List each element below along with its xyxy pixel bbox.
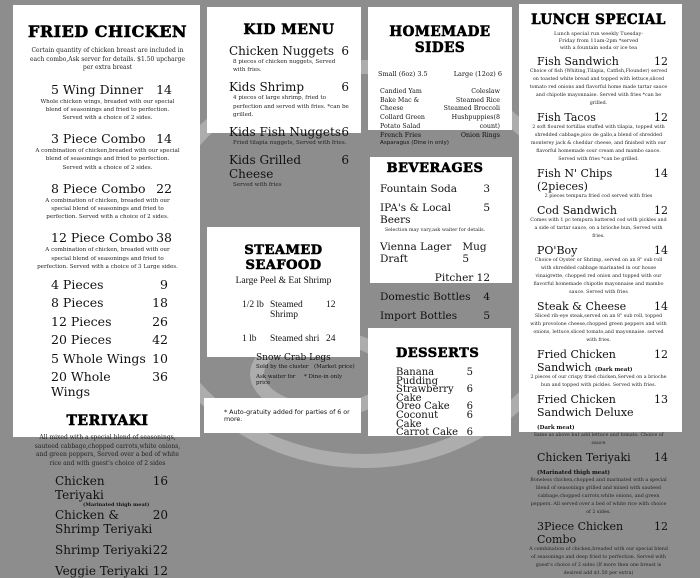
- item-row: [529, 300, 668, 313]
- snow-crab-name: Snow Crab Legs: [256, 353, 331, 363]
- homemade-sides-title: HOMEMADE SIDES: [389, 24, 491, 56]
- item-row: [529, 393, 668, 432]
- item-name-wrap: [51, 351, 146, 366]
- item-note: (Marinated thigh meat): [83, 502, 150, 509]
- item-name: 5 Whole Wings: [51, 350, 146, 366]
- item-description: Choice of Oyster or Shrimp, served on an 8" sub roll with shredded cabbage marinated in our house vinaigrette, chopped red onion and topped with our flavorful homemade chipotle mayonnaise and mambo sauce. Served with fries: [533, 258, 664, 295]
- item-name: 8 Pieces: [51, 295, 104, 311]
- item-name-wrap: [51, 332, 112, 347]
- item-row: [380, 310, 490, 322]
- item-name-wrap: [229, 153, 341, 181]
- teriyaki-intro: All mixed with a special blend of seasonings, sauteed cabbage,chopped carrots,white onions, and green peppers, Served over a bed of white rice and with guest's choice of 2 sides: [34, 434, 181, 467]
- item-name-wrap: [51, 230, 154, 245]
- item-name: Import Bottles: [380, 310, 458, 322]
- item-name-wrap: [51, 277, 104, 292]
- teriyaki-title: TERIYAKI: [66, 413, 149, 430]
- item-price: 5: [483, 202, 490, 214]
- snow-crab-dine-in: * Dine-in only: [304, 374, 343, 380]
- item-price: 36: [152, 369, 168, 385]
- item-name-wrap: [51, 369, 152, 399]
- item-description: A combination of chicken,breaded with our special blend of seasonings and deep fried to perfection. Served with guest's choice of 2 sides (If more then one breast is desired add $1.50 per extra): [529, 547, 668, 576]
- item-name-wrap: [537, 167, 654, 193]
- beverages-title: BEVERAGES: [386, 161, 484, 176]
- item-row: [529, 451, 668, 477]
- item-price: 5: [483, 310, 490, 322]
- item-row: [380, 272, 490, 284]
- item-price: 6: [341, 44, 349, 58]
- lunch-special-items: [529, 55, 668, 578]
- item-row: [529, 111, 668, 124]
- seafood-item: [207, 300, 360, 320]
- fried-chicken-pieces-item: [25, 295, 190, 310]
- item-name-wrap: [51, 314, 112, 329]
- item-name: Fish N' Chips (2pieces): [537, 167, 613, 193]
- kid-menu-items: [229, 44, 349, 189]
- item-price: 12: [654, 204, 668, 217]
- item-name: Fountain Soda: [380, 183, 457, 195]
- item-row: [25, 474, 190, 502]
- teriyaki-item: [25, 543, 190, 557]
- item-name: Domestic Bottles: [380, 291, 471, 303]
- item-row: [25, 131, 190, 146]
- item-price: 13: [654, 393, 668, 406]
- item-name-wrap: [380, 241, 462, 265]
- item-name-wrap: [537, 244, 577, 257]
- item-row: [529, 520, 668, 546]
- side-item: Coleslaw: [471, 88, 500, 95]
- kid-menu-item: [229, 125, 349, 147]
- item-name-wrap: [229, 125, 341, 139]
- beverages-items: [380, 183, 490, 322]
- item-description: Whole chicken wings, breaded with our special blend of seasonings and fried to perfection. Served with a choice of 2 sides.: [40, 98, 175, 121]
- lunch-special-item: [529, 111, 668, 164]
- item-row: [25, 295, 190, 310]
- fried-chicken-pieces: [25, 277, 190, 400]
- item-name-wrap: [537, 348, 654, 374]
- item-name: 12 Piece Combo: [51, 230, 154, 246]
- beverage-item: [380, 202, 490, 234]
- kid-menu-item: [229, 80, 349, 119]
- item-price: 14: [654, 244, 668, 257]
- item-name-wrap: [537, 111, 596, 124]
- fried-chicken-item: [25, 82, 190, 123]
- seafood-item: [207, 334, 360, 344]
- item-price: 4: [483, 291, 490, 303]
- fried-chicken-items: [25, 82, 190, 271]
- fried-chicken-pieces-item: [25, 332, 190, 347]
- item-name-wrap: [537, 204, 617, 217]
- side-item: Collard Green: [380, 114, 425, 122]
- item-price: 22: [156, 180, 172, 196]
- item-name: IPA's & Local Beers: [380, 202, 451, 226]
- item-name-wrap: [380, 183, 457, 195]
- lunch-special-item: [529, 55, 668, 108]
- item-price: 6: [341, 125, 349, 140]
- item-price: 12: [654, 55, 668, 68]
- side-item: Candied Yam: [380, 88, 422, 95]
- side-item: Steamed Broccoli: [443, 105, 500, 113]
- item-description: Fried tilapia nuggets, Served with fries.: [233, 140, 347, 147]
- item-description: Boneless chicken,chopped and marinated with a special blend of seasonings grilled and mixed with sauteed cabbage,chopped carrots,white onions, and green peppers. All served over a bed of white rice with choice of 2 sides.: [530, 478, 667, 515]
- teriyaki-item: [25, 564, 190, 578]
- item-name: 5 Wing Dinner: [51, 81, 144, 97]
- item-name: 12 Pieces: [51, 313, 112, 329]
- teriyaki-items: [25, 474, 190, 578]
- item-row: [25, 543, 190, 557]
- item-price: 10: [152, 350, 168, 366]
- item-price: 9: [160, 276, 168, 292]
- item-description: Served with fries: [233, 182, 282, 189]
- item-row: [380, 241, 490, 265]
- beverage-item: [380, 291, 490, 303]
- sides-asparagus: Asparagus (Dine in only): [380, 140, 449, 147]
- item-row: [229, 44, 349, 58]
- item-price: 6: [341, 80, 349, 95]
- item-name: 20 Pieces: [51, 332, 112, 348]
- side-item: Onion Rings: [460, 131, 500, 139]
- item-name: Chicken & Shrimp Teriyaki: [55, 508, 153, 537]
- item-price: 14: [654, 451, 668, 464]
- item-row: [229, 80, 349, 94]
- item-row: [229, 153, 349, 181]
- item-name-wrap: [51, 82, 143, 97]
- item-description: 4 pieces of large shrimp, fried to perfection and served with fries. *can be grilled.: [233, 95, 349, 118]
- lunch-special-item: [529, 451, 668, 517]
- kid-menu-item: [229, 153, 349, 189]
- item-name-wrap: [537, 520, 654, 546]
- item-description: A combination of chicken, breaded with our special blend of seasonings and fried to perfection. Served with a choice of 2 sides.: [45, 197, 170, 221]
- item-price: 6: [466, 401, 473, 413]
- fried-chicken-pieces-item: [25, 351, 190, 366]
- fried-chicken-pieces-item: [25, 314, 190, 329]
- item-row: [529, 204, 668, 217]
- item-price: 14: [654, 300, 668, 313]
- item-name: Chicken Teriyaki: [537, 451, 631, 464]
- item-name: Steamed Shrimp: [270, 300, 303, 320]
- item-name-wrap: [537, 55, 619, 68]
- item-price: 6: [341, 153, 349, 168]
- item-name: Chicken Teriyaki: [55, 474, 105, 503]
- lunch-special-item: [529, 204, 668, 241]
- item-description: A combination of chicken,breaded with our special blend of seasonings and fried to perfection. Served with a choice of 2 sides.: [35, 148, 180, 171]
- beverage-item: [380, 183, 490, 195]
- item-name: 8 Piece Combo: [51, 180, 146, 196]
- lunch-special-item: [529, 167, 668, 201]
- item-name: Vienna Lager Draft: [380, 241, 452, 265]
- item-price: 12: [326, 300, 336, 310]
- lunch-special-item: [529, 300, 668, 345]
- steamed-seafood-panel: [207, 227, 360, 386]
- item-row: [25, 230, 190, 245]
- item-name: Fried Chicken Sandwich Deluxe: [537, 393, 634, 419]
- auto-gratuity-note: * Auto-gratuity added for parties of 6 or more.: [224, 408, 350, 423]
- teriyaki-item: [25, 474, 190, 508]
- item-description: 2 pieces of our crispy fried chicken,Served on a brioche bun and topped with pickles. Served with fries.: [530, 375, 667, 388]
- item-row: [229, 125, 349, 139]
- kid-menu-title: KID MENU: [243, 22, 335, 38]
- item-name: Kids Fish Nuggets: [229, 125, 341, 140]
- item-name: Carrot Cake: [396, 427, 458, 439]
- beverage-item: [380, 272, 490, 284]
- item-row: [529, 244, 668, 257]
- item-note: (Marinated thigh meat): [537, 470, 611, 476]
- item-name: Fried Chicken Sandwich: [537, 348, 616, 374]
- item-name: 20 Whole Wings: [51, 369, 111, 400]
- item-description: Sliced rib-eye steak,served on an 8" sub roll, topped with provolone cheese,chopped green peppers and with onions, lettuce,sliced tomato,and mayonnaise. served with fries.: [530, 314, 667, 343]
- steamed-seafood-subtitle: Large Peel & Eat Shrimp: [235, 276, 332, 286]
- item-name: Banana Pudding: [396, 367, 439, 387]
- item-price: 22: [152, 543, 168, 558]
- item-price: 6: [466, 409, 473, 421]
- item-price: 16: [152, 474, 168, 489]
- item-name: Chicken Nuggets: [229, 44, 335, 58]
- item-row: [529, 167, 668, 193]
- side-item: Steamed Rice: [455, 96, 500, 104]
- item-name-wrap: [51, 295, 104, 310]
- item-price: Pitcher 12: [434, 272, 490, 284]
- fried-chicken-title: FRIED CHICKEN: [27, 22, 188, 41]
- item-row: [380, 202, 490, 226]
- item-price: 20: [152, 508, 168, 523]
- item-row: [25, 82, 190, 97]
- sides-right-list: [437, 88, 500, 140]
- side-item: French Fries: [380, 131, 422, 139]
- item-row: [396, 429, 473, 438]
- item-price: 12: [654, 520, 668, 533]
- item-name: 4 Pieces: [51, 276, 104, 292]
- item-price: Mug 5: [462, 241, 487, 265]
- lunch-special-title: LUNCH SPECIAL: [531, 12, 666, 28]
- item-description: Same as above but add lettuce and tomato. Choice of sauce: [533, 433, 664, 446]
- sides-left-list: [380, 88, 437, 140]
- item-size: 1 lb: [242, 334, 257, 344]
- item-description: Selection may vary,ask waiter for details.: [384, 228, 486, 233]
- item-name: Kids Grilled Cheese: [229, 153, 302, 182]
- item-name: Coconut Cake: [396, 409, 439, 430]
- item-name: Veggie Teriyaki: [55, 564, 149, 578]
- item-name: 3 Piece Combo: [51, 131, 146, 147]
- item-name-wrap: [380, 291, 471, 303]
- desserts-items: [396, 369, 473, 438]
- item-name-wrap: [51, 131, 146, 146]
- side-item: Bake Mac & Cheese: [380, 96, 420, 113]
- kid-menu-item: [229, 44, 349, 74]
- side-item: Hushpuppies(8 count): [451, 114, 500, 130]
- steamed-seafood-title: STEAMED SEAFOOD: [244, 243, 323, 273]
- item-description: 2 soft floured tortillas stuffed with tilapia, topped with shredded cabbage,pico de gallo,a blend of shredded monterey jack & cheddar cheese, and finished with our flavorful homemade sour cream and mambo sauce. Served with fries *can be grilled.: [531, 125, 666, 162]
- item-name-wrap: [51, 181, 146, 196]
- item-row: [25, 369, 190, 399]
- item-name: Kids Shrimp: [229, 80, 305, 95]
- item-price: 18: [152, 295, 168, 311]
- item-price: 42: [152, 332, 168, 348]
- item-row: [25, 508, 190, 536]
- item-row: [380, 183, 490, 195]
- item-note: (Dark meat): [594, 367, 633, 373]
- fried-chicken-pieces-item: [25, 369, 190, 399]
- item-row: [25, 351, 190, 366]
- item-name: 3Piece Chicken Combo: [537, 520, 624, 546]
- snow-crab-line1: Sold by the cluster: [256, 364, 309, 370]
- item-row: [380, 291, 490, 303]
- item-price: 6: [466, 384, 473, 396]
- item-name: Shrimp Teriyaki: [55, 543, 153, 558]
- item-description: 2 pieces tempura fried cod served with fries: [544, 194, 653, 199]
- beverage-item: [380, 241, 490, 265]
- fried-chicken-panel: [13, 5, 200, 578]
- item-note: (Dark meat): [537, 425, 575, 431]
- fried-chicken-item: [25, 131, 190, 172]
- lunch-special-item: [529, 393, 668, 448]
- steamed-seafood-items: [207, 300, 360, 344]
- item-row: [529, 348, 668, 374]
- sides-large-price: Large (12oz) 6: [453, 70, 502, 78]
- lunch-special-item: [529, 520, 668, 578]
- fried-chicken-intro: Certain quantity of chicken breast are included in each combo,Ask server for details. $1.50 upcharge per extra breast: [29, 47, 186, 71]
- item-description: Comes with 1 pc tempura battered cod with pickles and a side of tartar sauce, on a brioche bun, Served with fries.: [530, 218, 667, 239]
- item-price: 38: [156, 230, 172, 246]
- item-price: 26: [152, 313, 168, 329]
- lunch-special-item: [529, 348, 668, 390]
- kid-menu-panel: [207, 7, 361, 189]
- item-name: Oreo Cake: [396, 401, 450, 413]
- item-price: 12: [152, 564, 168, 578]
- item-price: 6: [466, 427, 473, 439]
- sides-small-price: Small (6oz) 3.5: [378, 70, 428, 78]
- item-price: 24: [326, 334, 336, 344]
- auto-gratuity-panel: [204, 398, 361, 433]
- item-name: PO'Boy: [537, 244, 578, 257]
- fried-chicken-item: [25, 230, 190, 271]
- item-price: 14: [156, 81, 172, 97]
- item-row: [25, 181, 190, 196]
- item-price: 5: [466, 367, 473, 378]
- lunch-special-intro: Lunch special run weekly Tuesday-Friday from 11am-2pm *served with a fountain soda or ice tea: [553, 31, 644, 51]
- fried-chicken-pieces-item: [25, 277, 190, 292]
- desserts-title: DESSERTS: [396, 346, 480, 361]
- item-description: A combination of chicken, breaded with our special blend of seasonings and fried to perfection. Served with a choice of 3 Large sides.: [37, 247, 178, 270]
- item-name-wrap: [537, 393, 654, 432]
- fried-chicken-item: [25, 181, 190, 222]
- item-name-wrap: [537, 300, 626, 313]
- item-name-wrap: [380, 202, 483, 226]
- item-description: Choice of fish (Whiting,Tilapia, Catfish,Flounder) served on toasted white bread and topped with lettuce,sliced tomato red onions and flavorful home made tartar sauce and chipotle mayonnaise. Served with fries *can be grilled.: [529, 69, 668, 106]
- snow-crab-market-price: (Market price): [314, 364, 355, 370]
- item-name: Steamed shri: [270, 334, 320, 344]
- lunch-special-item: [529, 244, 668, 297]
- beverage-item: [380, 310, 490, 322]
- item-name: Strawberry Cake: [396, 384, 454, 404]
- beverages-panel: [370, 157, 512, 322]
- item-name: Fish Sandwich: [537, 55, 619, 68]
- item-name-wrap: [396, 429, 458, 438]
- teriyaki-section: [25, 413, 190, 578]
- item-price: 12: [654, 111, 668, 124]
- item-name: Cod Sandwich: [537, 204, 617, 217]
- item-name-wrap: [537, 451, 654, 477]
- side-item: Potato Salad: [380, 122, 421, 130]
- item-price: 3: [483, 183, 490, 195]
- desserts-panel: [368, 328, 511, 439]
- item-row: [25, 277, 190, 292]
- snow-crab-line2: Ask waiter for price: [256, 374, 296, 386]
- item-name: Steak & Cheese: [537, 300, 627, 313]
- teriyaki-item: [25, 508, 190, 536]
- item-price: 12: [654, 348, 668, 361]
- item-name-wrap: [380, 310, 457, 322]
- item-row: [25, 332, 190, 347]
- homemade-sides-panel: [368, 7, 512, 147]
- item-name-wrap: [229, 80, 304, 94]
- item-name-wrap: [229, 44, 334, 58]
- item-name: Fish Tacos: [537, 111, 596, 124]
- item-row: [25, 314, 190, 329]
- lunch-special-panel: [519, 4, 682, 576]
- item-size: 1/2 lb: [242, 300, 264, 310]
- item-price: 14: [654, 167, 668, 180]
- dessert-item: [396, 429, 473, 438]
- item-price: 14: [156, 131, 172, 147]
- item-row: [529, 55, 668, 68]
- item-row: [25, 564, 190, 578]
- item-description: 8 pieces of chicken nuggets, Served with fries.: [233, 59, 336, 74]
